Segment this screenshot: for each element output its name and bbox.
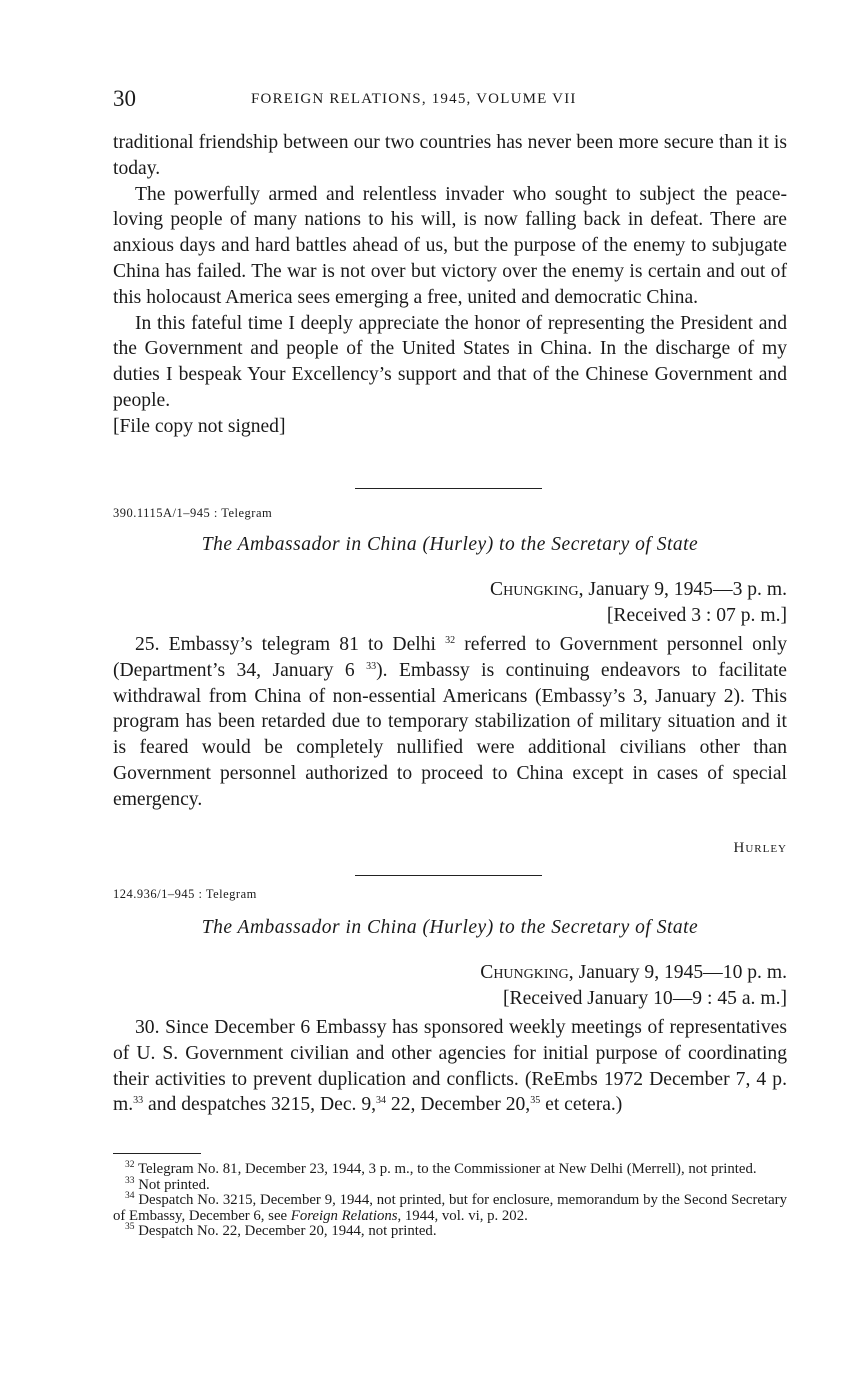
- author-name: Hurley: [429, 917, 487, 938]
- file-number: 390.1115A/1–945 : Telegram: [113, 506, 273, 520]
- paragraph: traditional friendship between our two countries has never been more secure than it is today.: [113, 132, 787, 179]
- place-name: Chungking: [480, 962, 569, 983]
- footnote: $^{32}$ Telegram No. 81, December 23, 1944, 3 p. m., to the Commissioner at New Delhi (Merrell), not printed.: [125, 1160, 757, 1177]
- footnote-number: 33: [125, 1175, 135, 1186]
- page-number: 30: [113, 86, 136, 111]
- footnote-number: 35: [125, 1222, 135, 1232]
- publication-title: Foreign Relations: [290, 1207, 398, 1224]
- footnotes: [113, 1162, 787, 1240]
- footnote-number: 34: [125, 1191, 135, 1201]
- document-title: The Ambassador in China (Hurley) to the Secretary of State: [201, 534, 699, 555]
- telegram-body: [113, 1015, 787, 1118]
- telegram-body: [113, 632, 787, 813]
- date: , January 9, 1945—10 p. m.: [568, 962, 787, 983]
- paragraph: The powerfully armed and relentless invader who sought to subject the peace-loving people of many nations to his will, is now falling back in defeat. There are anxious days and hard battles ahead of us, but the purpose of the enemy to subjugate China has failed. The war is not over but victory over the enemy is certain and out of this holocaust America sees emerging a free, united and democratic China.: [113, 183, 787, 308]
- paragraph: 25. Embassy’s telegram 81 to Delhi $^{32}$ referred to Government personnel only (Department’s 34, January 6 $^{33}$). Embassy is continuing endeavors to facilitate withdrawal from China of non-essential Americans (Embassy’s 3, January 2). This program has been retarded due to temporary stabilization of military situation and it is feared would be completely nullified were additional civilians other than Government personnel authorized to proceed to China except in cases of special emergency.: [113, 634, 787, 810]
- author-name: Hurley: [429, 534, 487, 555]
- footnote-number: 32: [125, 1160, 135, 1170]
- footnote-ref: 35: [530, 1095, 541, 1107]
- footnote: $^{35}$ Despatch No. 22, December 20, 1944, not printed.: [125, 1222, 437, 1239]
- dateline: [480, 960, 787, 1012]
- dateline: [490, 577, 787, 629]
- footnote: $^{34}$ Despatch No. 3215, December 9, 1944, not printed, but for enclosure, memorandum by the Second Secretary of Embassy, December 6, see Foreign Relations, 1944, vol. vi, p. 202.: [113, 1191, 788, 1224]
- place-name: Chungking: [490, 579, 579, 600]
- paragraph: In this fateful time I deeply appreciate the honor of representing the President and the Government and people of the United States in China. In the discharge of my duties I bespeak Your Excellency’s support and that of the Chinese Government and people.: [113, 312, 787, 411]
- file-number: 124.936/1–945 : Telegram: [113, 887, 257, 901]
- footnote-ref: 33: [133, 1095, 144, 1107]
- letter-continuation: [113, 130, 787, 440]
- file-copy-note: [File copy not signed]: [113, 415, 286, 437]
- paragraph: 30. Since December 6 Embassy has sponsored weekly meetings of representatives of U. S. Government civilian and other agencies for initial purpose of coordinating their activities to prevent duplication and conflicts. (ReEmbs 1972 December 7, 4 p. m.$^{33}$ and despatches 3215, Dec. 9,34 22, December 20,35 et cetera.): [113, 1017, 787, 1116]
- footnote-ref: 32: [445, 635, 456, 646]
- footnote: $^{33}$ Not printed.: [125, 1175, 210, 1193]
- document-title: The Ambassador in China (Hurley) to the Secretary of State: [201, 917, 699, 938]
- signature: Hurley: [733, 840, 787, 856]
- section-divider: [355, 488, 542, 489]
- footnote-ref: 34: [376, 1095, 387, 1107]
- footnote-rule: [113, 1153, 201, 1154]
- received-note: [Received 3 : 07 p. m.]: [606, 604, 787, 626]
- running-head: FOREIGN RELATIONS, 1945, VOLUME VII: [251, 91, 577, 107]
- page-header: [113, 86, 787, 116]
- date: , January 9, 1945—3 p. m.: [578, 579, 787, 600]
- section-divider: [355, 875, 542, 876]
- received-note: [Received January 10—9 : 45 a. m.]: [502, 987, 787, 1009]
- footnote-ref: 33: [366, 660, 377, 672]
